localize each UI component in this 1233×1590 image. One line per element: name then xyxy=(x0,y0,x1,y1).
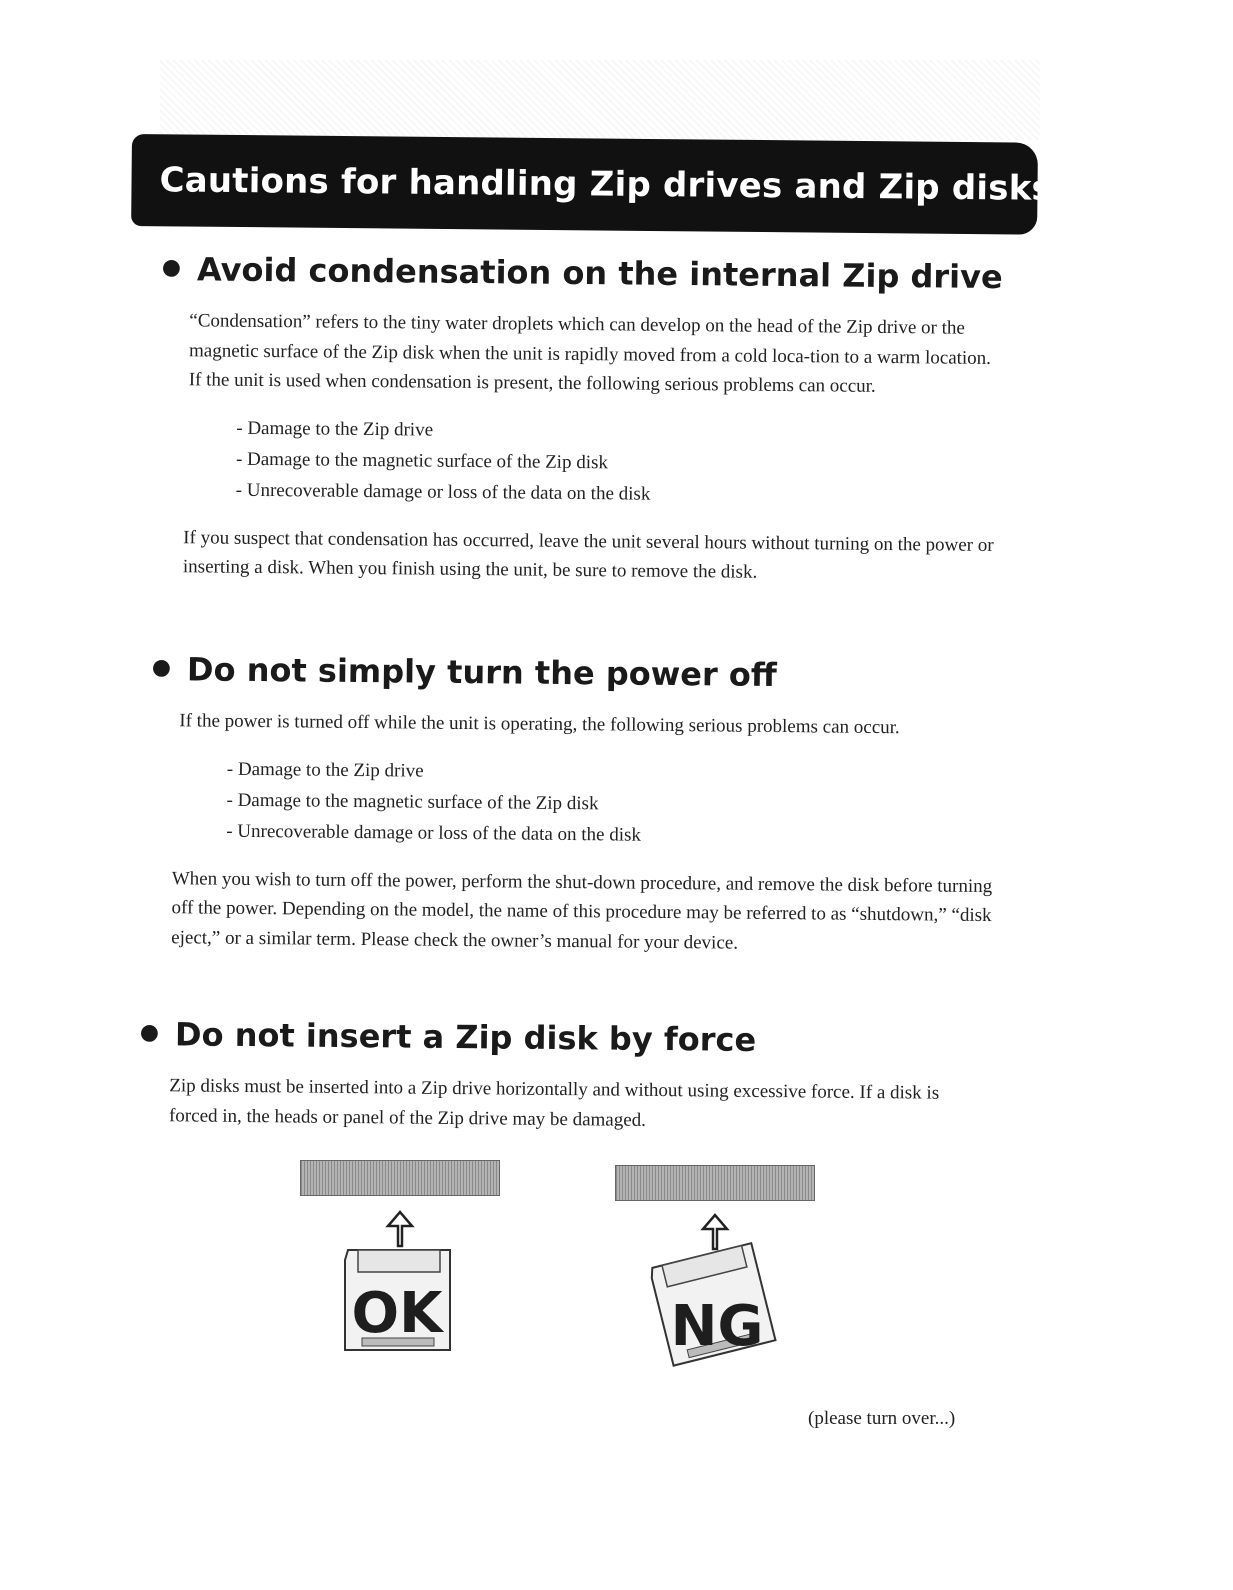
section-insert-force xyxy=(139,1015,980,1138)
ng-label: NG xyxy=(670,1294,764,1359)
section-condensation xyxy=(159,250,1003,589)
paragraph: Zip disks must be inserted into a Zip drive horizontally and without using excessive force. If a disk is forced in, the heads or panel of the Zip drive may be damaged. xyxy=(168,1075,940,1131)
list-item: - Damage to the Zip drive xyxy=(236,417,434,441)
scan-noise xyxy=(160,60,1040,140)
page-title: Cautions for handling Zip drives and Zip disks xyxy=(159,160,1053,209)
up-arrow-icon xyxy=(388,1212,412,1246)
section-heading xyxy=(152,650,992,696)
title-banner xyxy=(131,134,1053,235)
paragraph: When you wish to turn off the power, perform the shut-down procedure, and remove the disk before turning off the power. Depending on the model, the name of this procedure may be referred to as “shutdown,” “disk eject,” or a similar term. Please check the owner’s manual for your device. xyxy=(171,867,993,954)
list-item: - Damage to the Zip drive xyxy=(226,758,424,782)
bullet-icon: ● xyxy=(139,1019,160,1045)
problem-list xyxy=(236,412,1007,512)
paragraph: “Condensation” refers to the tiny water droplets which can develop on the head of the Zip drive or the magnetic surface of the Zip disk when the unit is rapidly moved from a cold loca-tion to a warm location. If the unit is used when condensation is present, the following serious problems can occur. xyxy=(188,310,992,397)
section-heading xyxy=(161,250,1003,297)
disk-insertion-diagram xyxy=(300,1160,520,1380)
section-power-off xyxy=(149,650,992,960)
footer-note: (please turn over...) xyxy=(808,1408,956,1429)
problem-list xyxy=(226,753,997,853)
heading-text: Do not simply turn the power off xyxy=(186,650,777,694)
paragraph: If you suspect that condensation has occurred, leave the unit several hours without turning on the power or inserting a disk. When you finish using the unit, be sure to remove the disk. xyxy=(182,526,994,583)
list-item: - Unrecoverable damage or loss of the data on the disk xyxy=(235,479,651,505)
list-item: - Damage to the magnetic surface of the Zip disk xyxy=(226,789,599,814)
section-heading xyxy=(140,1015,980,1061)
figure-ng xyxy=(615,1165,835,1385)
paragraph: If the power is turned off while the unit is operating, the following serious problems can occur. xyxy=(179,710,900,739)
disk-insertion-diagram xyxy=(615,1165,835,1385)
figure-ok xyxy=(300,1160,520,1380)
heading-text: Do not insert a Zip disk by force xyxy=(174,1015,757,1059)
ok-label: OK xyxy=(351,1281,443,1346)
list-item: - Unrecoverable damage or loss of the data on the disk xyxy=(226,820,642,846)
heading-text: Avoid condensation on the internal Zip drive xyxy=(196,250,1003,297)
bullet-icon: ● xyxy=(151,654,172,680)
bullet-icon: ● xyxy=(161,254,182,280)
up-arrow-icon xyxy=(703,1215,727,1249)
list-item: - Damage to the magnetic surface of the Zip disk xyxy=(235,448,609,473)
